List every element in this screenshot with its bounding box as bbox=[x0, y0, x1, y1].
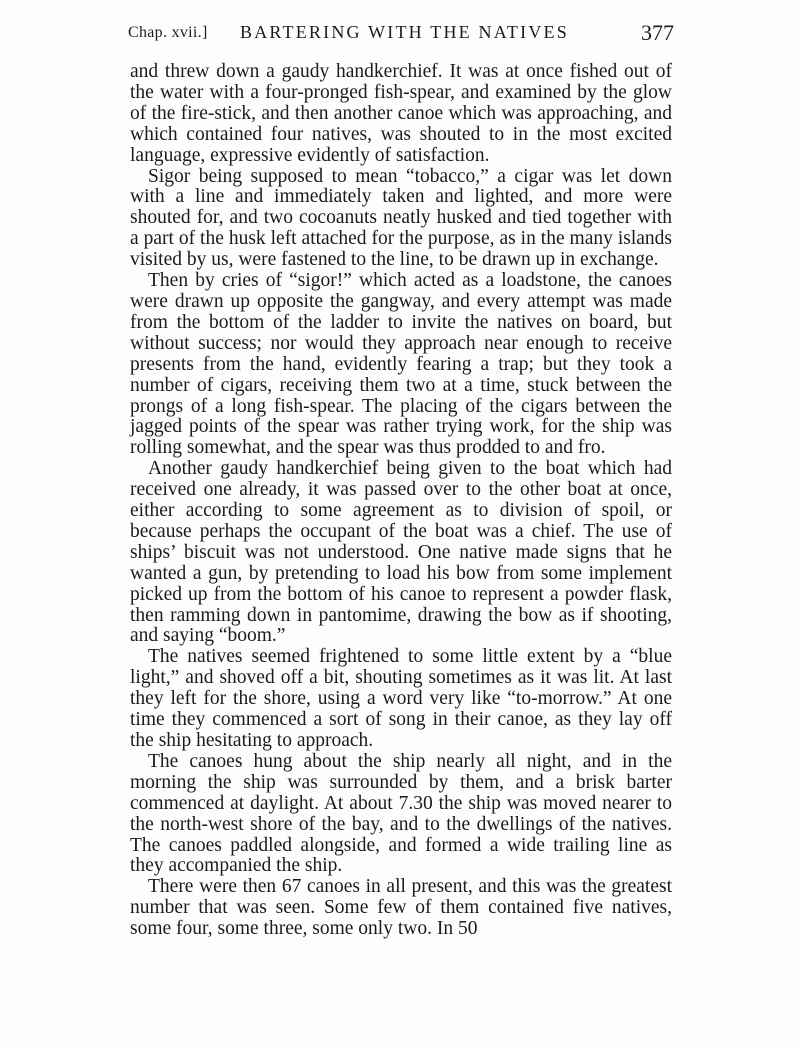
paragraph: The canoes hung about the ship nearly all night, and in the morning the ship was surrounded by them, and a brisk barter commenced at daylight. At about 7.30 the ship was moved nearer to the north-west shore of the bay, and to the dwellings of the natives. The canoes paddled alongside, and formed a wide trailing line as they accompanied the ship. bbox=[130, 750, 672, 877]
body-text bbox=[130, 62, 672, 940]
paragraph: The natives seemed frightened to some little extent by a “blue light,” and shoved off a bit, shouting sometimes as it was lit. At last they left for the shore, using a word very like “to-morrow.” At one time they commenced a sort of song in their canoe, as they lay off the ship hesitating to approach. bbox=[130, 646, 672, 751]
page-number: 377 bbox=[641, 20, 674, 45]
paragraph: Then by cries of “sigor!” which acted as a loadstone, the canoes were drawn up opposite the gangway, and every attempt was made from the bottom of the ladder to invite the natives on board, but without success; nor would they approach near enough to receive presents from the hand, evidently fearing a trap; but they took a number of cigars, receiving them two at a time, stuck between the prongs of a long fish-spear. The placing of the cigars between the jagged points of the spear was rather trying work, for the ship was rolling somewhat, and the spear was thus prodded to and fro. bbox=[130, 270, 672, 459]
paragraph: Another gaudy handkerchief being given to the boat which had received one already, it was passed over to the other boat at once, either according to some agreement as to division of spoil, or because perhaps the occupant of the boat was a chief. The use of ships’ biscuit was not understood. One native made signs that he wanted a gun, by pretending to load his bow from some implement picked up from the bottom of his canoe to represent a powder flask, then ramming down in pantomime, drawing the bow as if shooting, and saying “boom.” bbox=[130, 458, 672, 647]
paragraph: There were then 67 canoes in all present, and this was the greatest number that was seen. Some few of them contained five natives, some four, some three, some only two. In 50 bbox=[130, 876, 672, 940]
chapter-label: Chap. xvii.] bbox=[128, 24, 208, 41]
paragraph: and threw down a gaudy handkerchief. It was at once fished out of the water with a four-pronged fish-spear, and examined by the glow of the fire-stick, and then another canoe which was approaching, and which contained four natives, was shouted to in the most excited language, expressive evidently of satisfaction. bbox=[130, 61, 672, 166]
running-title: BARTERING WITH THE NATIVES bbox=[240, 22, 569, 42]
page-header bbox=[128, 18, 674, 50]
paragraph: Sigor being supposed to mean “tobacco,” a cigar was let down with a line and immediately taken and lighted, and more were shouted for, and two cocoanuts neatly husked and tied together with a part of the husk left attached for the purpose, as in the many islands visited by us, were fastened to the line, to be drawn up in exchange. bbox=[130, 165, 672, 271]
